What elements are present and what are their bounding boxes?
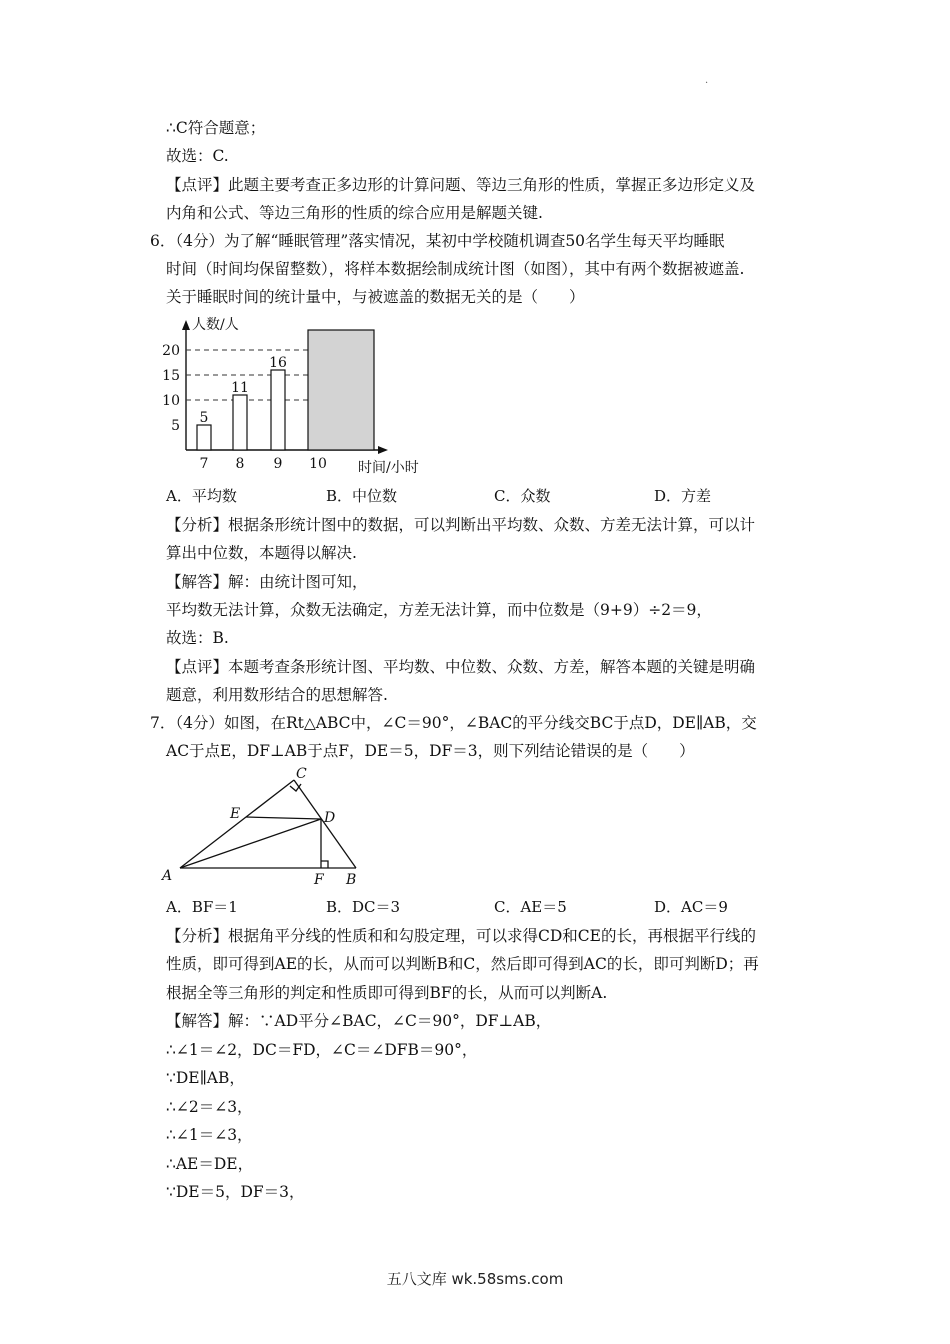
label-a: A: [162, 868, 173, 884]
analysis-6-line1: 【分析】根据条形统计图中的数据，可以判断出平均数、众数、方差无法计算，可以计: [166, 516, 756, 534]
option-a[interactable]: A．平均数: [166, 487, 237, 505]
solution-7-line7: ∵DE＝5，DF＝3，: [166, 1183, 305, 1201]
label-d: D: [324, 810, 336, 826]
text-line: 故选：C.: [166, 147, 229, 165]
segment-de: [246, 817, 321, 819]
option-c[interactable]: C．AE＝5: [494, 898, 567, 916]
text-line: 【点评】此题主要考查正多边形的计算问题、等边三角形的性质，掌握正多边形定义及: [166, 176, 756, 194]
option-d[interactable]: D．方差: [654, 487, 712, 505]
label-f: F: [314, 872, 324, 888]
solution-6-line2: 平均数无法计算，众数无法确定，方差无法计算，而中位数是（9+9）÷2＝9，: [166, 601, 712, 619]
question-6-line1: 6．（4分）为了解“睡眠管理”落实情况，某初中学校随机调查50名学生每天平均睡眠: [150, 232, 725, 250]
text-line: 内角和公式、等边三角形的性质的综合应用是解题关键.: [166, 204, 543, 222]
bar-value-label: 5: [199, 410, 209, 426]
bar-value-label: 11: [231, 380, 249, 396]
bar-9: [271, 370, 285, 450]
analysis-7-line2: 性质，即可得到AE的长，从而可以判断B和C，然后即可得到AC的长，即可判断D；再: [166, 955, 759, 973]
bar-8: [233, 395, 247, 450]
option-d[interactable]: D．AC＝9: [654, 898, 728, 916]
option-a[interactable]: A．BF＝1: [166, 898, 238, 916]
solution-7-line1: 【解答】解：∵AD平分∠BAC，∠C＝90°，DF⊥AB，: [166, 1012, 552, 1030]
triangle-figure: [160, 766, 380, 892]
bar-value-label: 16: [269, 355, 287, 371]
x-tick-label: 9: [273, 456, 283, 472]
analysis-7-line3: 根据全等三角形的判定和性质即可得到BF的长，从而可以判断A.: [166, 984, 608, 1002]
x-tick-label: 7: [199, 456, 209, 472]
solution-6-line1: 【解答】解：由统计图可知，: [166, 573, 368, 591]
x-tick-label: 8: [235, 456, 245, 472]
question-6-line2: 时间（时间均保留整数），将样本数据绘制成统计图（如图），其中有两个数据被遮盖.: [166, 260, 745, 278]
sleep-time-bar-chart: [160, 312, 450, 482]
bar-7: [197, 425, 211, 450]
question-7-line1: 7．（4分）如图，在Rt△ABC中，∠C＝90°，∠BAC的平分线交BC于点D，DE∥AB，交: [150, 714, 757, 732]
text-line: ∴C符合题意；: [166, 119, 266, 137]
question-6-line3: 关于睡眠时间的统计量中，与被遮盖的数据无关的是（ ）: [166, 288, 585, 306]
label-b: B: [346, 872, 357, 888]
options-q7: [166, 896, 766, 918]
segment-ad: [180, 819, 321, 868]
covered-region: [308, 330, 374, 450]
question-7-line2: AC于点E，DF⊥AB于点F，DE＝5，DF＝3，则下列结论错误的是（ ）: [166, 742, 695, 760]
y-axis-arrow: [182, 320, 190, 330]
analysis-6-line2: 算出中位数，本题得以解决.: [166, 544, 357, 562]
label-c: C: [296, 766, 307, 782]
x-axis-arrow: [378, 446, 388, 454]
solution-7-line3: ∵DE∥AB，: [166, 1069, 245, 1087]
solution-6-line3: 故选：B.: [166, 629, 229, 647]
y-tick-label: 20: [162, 343, 180, 359]
top-mark: ·: [705, 78, 709, 89]
x-axis-label: 时间/小时: [358, 460, 419, 476]
comment-6-line2: 题意，利用数形结合的思想解答.: [166, 686, 388, 704]
solution-7-line2: ∴∠1＝∠2，DC＝FD，∠C＝∠DFB＝90°，: [166, 1041, 478, 1059]
y-tick-label: 15: [162, 368, 180, 384]
side-ac: [180, 780, 294, 868]
solution-7-line4: ∴∠2＝∠3，: [166, 1098, 253, 1116]
solution-7-line6: ∴AE＝DE，: [166, 1155, 254, 1173]
label-e: E: [230, 806, 241, 822]
y-tick-label: 10: [162, 393, 180, 409]
x-tick-label: 10: [309, 456, 327, 472]
option-b[interactable]: B．DC＝3: [326, 898, 401, 916]
comment-6-line1: 【点评】本题考查条形统计图、平均数、中位数、众数、方差，解答本题的关键是明确: [166, 658, 756, 676]
footer-watermark: 五八文库 wk.58sms.com: [386, 1270, 564, 1288]
options-q6: [166, 485, 766, 507]
option-b[interactable]: B．中位数: [326, 487, 398, 505]
option-c[interactable]: C．众数: [494, 487, 551, 505]
y-tick-label: 5: [171, 418, 180, 434]
right-angle-f: [321, 861, 328, 868]
solution-7-line5: ∴∠1＝∠3，: [166, 1126, 253, 1144]
analysis-7-line1: 【分析】根据角平分线的性质和和勾股定理，可以求得CD和CE的长，再根据平行线的: [166, 927, 756, 945]
y-axis-label: 人数/人: [192, 317, 239, 333]
